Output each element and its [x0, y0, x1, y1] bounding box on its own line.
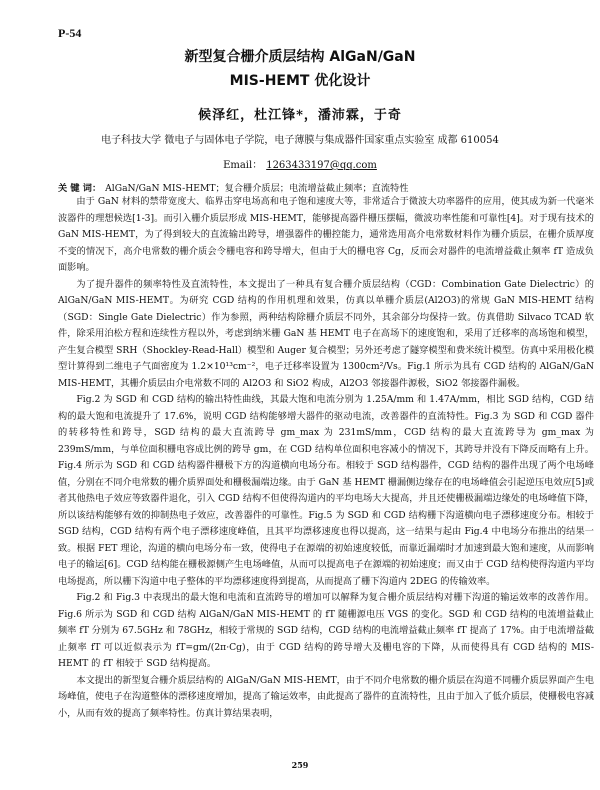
email-link[interactable]: 1263433197@qq.com	[266, 160, 377, 171]
keywords-label: 关 键 词：	[58, 183, 102, 194]
page-number: 259	[291, 760, 309, 770]
paper-title-line1: 新型复合栅介质层结构 AlGaN/GaN	[184, 49, 416, 65]
keywords	[58, 180, 590, 194]
keywords-text: AlGaN/GaN MIS-HEMT；复合栅介质层；电流增益截止频率；直流特性	[105, 183, 409, 194]
paragraph-intro: 由于 GaN 材料的禁带宽度大、临界击穿电场高和电子饱和速度大等，非常适合于微波大功率器件的应用，使其成为新一代毫米波器件的理想候选[1-3]。而引入栅介质层形成 MIS-HEMT，能够提高器件栅压摆幅，微波功率性能和可靠性[4]。对于现有技术的 GaN MIS-HEMT，为了得到较大的直流输出跨导，增强器件的栅控能力，通常选用高介电常数材料作为栅介质层，在栅介质厚度不变的情况下，高介电常数的栅介质会令栅电容和跨导增大，但由于大的栅电容 Cg，反而会对器件的电流增益截止频率 fT 造成负面影响。	[58, 196, 594, 273]
body-text	[58, 194, 594, 722]
email-label: Email：	[223, 160, 263, 171]
paragraph-conclusion: 本文提出的新型复合栅介质层结构的 AlGaN/GaN MIS-HEMT，由于不同介电常数的栅介质层在沟道不同栅介质层界面产生电场峰值，使电子在沟道整体的漂移速度增加，提高了输运效率，由此提高了器件的直流特性，且由于加入了低介质层，使栅极电容减小，从而有效的提高了频率特性。仿真计算结果表明，	[58, 674, 594, 719]
page-id: P-54	[58, 26, 82, 40]
authors: 候泽红，杜江锋*，潘沛霖，于奇	[198, 108, 402, 123]
paragraph-frequency: Fig.2 和 Fig.3 中表现出的最大饱和电流和直流跨导的增加可以解释为复合栅介质层结构对栅下沟道的输运效率的改善作用。Fig.6 所示为 SGD 和 CGD 结构 AlGaN/GaN MIS-HEMT 的 fT 随栅源电压 VGS 的变化。SGD 和 CGD 结构的电流增益截止频率 fT 分别为 67.5GHz 和 78GHz，相较于常规的 SGD 结构，CGD 结构的电流增益截止频率 fT 提高了 17%。由于电流增益截止频率 fT 可以近似表示为 fT=gm/(2π·Cg)，由于 CGD 结构的跨导增大及栅电容的下降，从而使得具有 CGD 结构的 MIS-HEMT 的 fT 相较于 SGD 结构提高。	[58, 592, 594, 669]
paragraph-method: 为了提升器件的频率特性及直流特性，本文提出了一种具有复合栅介质层结构（CGD：Combination Gate Dielectric）的 AlGaN/GaN MIS-HEMT。为研究 CGD 结构的作用机理和效果，仿真以单栅介质层(Al2O3)的常规 GaN MIS-HEMT 结构（SGD：Single Gate Dielectric）作为参照，两种结构除栅介质层不同外，其余部分均保持一致。仿真借助 Silvaco TCAD 软件，除采用泊松方程和连续性方程以外，考虑到纳米栅 GaN 基 HEMT 电子在高场下的速度饱和，采用了迁移率的高场饱和模型，产生复合模型 SRH（Shockley-Read-Hall）模型和 Auger 复合模型；另外还考虑了隧穿模型和费米统计模型。仿真中采用极化模型计算得到二维电子气面密度为 1.2×10¹³cm⁻²，电子迁移率设置为 1300cm²/Vs。Fig.1 所示为具有 CGD 结构的 AlGaN/GaN MIS-HEMT，其栅介质层由介电常数不同的 Al2O3 和 SiO2 构成，Al2O3 邻接器件源极，SiO2 邻接器件漏极。	[58, 278, 594, 389]
paragraph-results: Fig.2 为 SGD 和 CGD 结构的输出特性曲线，其最大饱和电流分别为 1.25A/mm 和 1.47A/mm，相比 SGD 结构，CGD 结构的最大饱和电流提升了 17.6%，说明 CGD 结构能够增大器件的驱动电流，改善器件的直流特性。Fig.3 为 SGD 和 CGD 器件的转移特性和跨导，SGD 结构的最大直流跨导 gm_max 为 231mS/mm，CGD 结构的最大直流跨导为 gm_max 为 239mS/mm，与单位面积栅电容成比例的跨导 gm，在 CGD 结构单位面积电容减小的情况下，其跨导并没有下降反而略有上升。Fig.4 所示为 SGD 和 CGD 结构器件栅极下方的沟道横向电场分布。相较于 SGD 结构器件，CGD 结构的器件出现了两个电场峰值，分别在不同介电常数的栅介质界面处和栅极漏端边缘。由于 GaN 基 HEMT 栅漏侧边缘存在的电场峰值会引起逆压电效应[5]或者其他热电子效应等致器件退化，引入 CGD 结构不但使得沟道内的平均电场大大提高，并且还使栅极漏端边缘处的电场峰值下降，所以该结构能够有效的抑制热电子效应，改善器件的可靠性。Fig.5 为 SGD 和 CGD 结构栅下沟道横向电子漂移速度分布。相较于 SGD 结构，CGD 结构有两个电子漂移速度峰值，且其平均漂移速度也得以提高，这一结果与起由 Fig.4 中电场分布推出的结果一致。根据 FET 理论，沟道的横向电场分布一致，使得电子在源端的初始速度较低，而靠近漏端时才加速到最大饱和速度，从而影响电子的输运[6]。CGD 结构能在栅极源侧产生电场峰值，从而可以提高电子在源端的初始速度；而又由于 CGD 结构使得沟道内平均电场提高，所以栅下沟道中电子整体的平均漂移速度得到提高，从而提高了栅下沟道内 2DEG 的传输效率。	[58, 394, 594, 587]
paper-title-line2: MIS-HEMT 优化设计	[229, 73, 371, 89]
email-line	[0, 156, 600, 171]
affiliation: 电子科技大学 微电子与固体电子学院，电子薄膜与集成器件国家重点实验室 成都 610054	[101, 135, 499, 146]
